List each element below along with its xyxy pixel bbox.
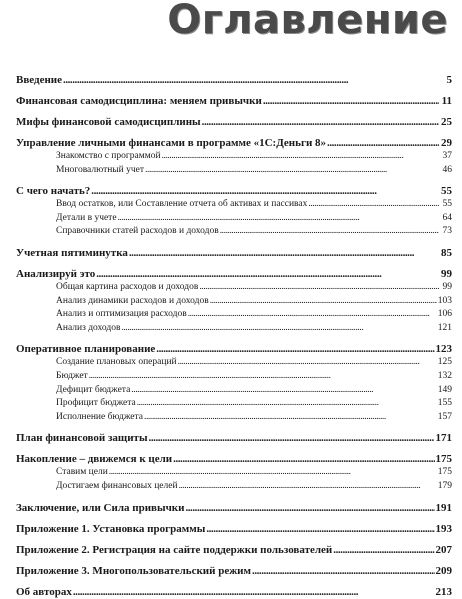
toc-section-entry[interactable] <box>16 198 452 212</box>
toc-section-entry[interactable] <box>16 295 452 309</box>
toc-leader-dots <box>118 212 439 226</box>
toc-entry-title: Управление личными финансами в программе «1С:Деньги 8» <box>16 137 327 149</box>
toc-leader-dots <box>121 322 436 336</box>
toc-entry-title: Бюджет <box>56 370 88 381</box>
toc-section-entry[interactable] <box>16 281 452 295</box>
toc-page-number: 155 <box>437 398 452 409</box>
toc-leader-dots <box>137 397 437 411</box>
toc-page-number: 5 <box>446 74 452 86</box>
toc-entry-title: План финансовой защиты <box>16 432 148 445</box>
toc-entry-title: Многовалютный учет <box>56 164 145 175</box>
toc-leader-dots <box>145 164 439 178</box>
toc-entry-title: Мифы финансовой самодисциплины <box>16 116 201 128</box>
toc-section-entry[interactable] <box>16 466 452 480</box>
toc-leader-dots <box>206 522 434 536</box>
toc-page-number: 85 <box>441 246 452 259</box>
toc-page-number: 46 <box>442 164 452 175</box>
toc-page-number: 125 <box>437 357 452 368</box>
table-of-contents <box>16 73 452 599</box>
toc-leader-dots <box>210 295 437 309</box>
toc-section-entry[interactable] <box>16 480 452 494</box>
toc-page-number: 55 <box>442 199 452 210</box>
toc-entry-title: Анализируй это <box>16 267 96 280</box>
toc-entry-title: Введение <box>16 74 63 86</box>
toc-leader-dots <box>131 384 436 398</box>
toc-leader-dots <box>144 411 437 425</box>
toc-chapter-entry[interactable] <box>16 246 452 260</box>
toc-entry-title: Достигаем финансовых целей <box>56 480 178 491</box>
toc-chapter-entry[interactable] <box>16 501 452 515</box>
toc-page-number: 157 <box>437 411 452 422</box>
toc-entry-title: Справочники статей расходов и доходов <box>56 226 219 237</box>
toc-gap <box>16 424 452 431</box>
toc-entry-title: Детали в учете <box>56 212 117 223</box>
toc-entry-title: Анализ динамики расходов и доходов <box>56 295 209 306</box>
toc-leader-dots <box>263 94 439 108</box>
toc-page-number: 193 <box>435 522 452 535</box>
toc-gap <box>16 239 452 246</box>
toc-entry-title: Накопление – движемся к цели <box>16 453 173 466</box>
toc-leader-dots <box>185 501 434 515</box>
toc-leader-dots <box>156 342 434 356</box>
toc-gap <box>16 335 452 342</box>
toc-chapter-entry[interactable] <box>16 431 452 445</box>
toc-page-number: 25 <box>441 116 452 128</box>
toc-section-entry[interactable] <box>16 322 452 336</box>
toc-section-entry[interactable] <box>16 150 452 164</box>
toc-entry-title: Заключение, или Сила привычки <box>16 501 185 514</box>
toc-page-number: 191 <box>435 501 452 514</box>
toc-entry-title: Ввод остатков, или Составление отчета об активах и пассивах <box>56 199 308 210</box>
toc-leader-dots <box>96 267 439 281</box>
toc-entry-title: Финансовая самодисциплина: меняем привычки <box>16 95 262 107</box>
toc-leader-dots <box>220 225 439 239</box>
toc-entry-title: Приложение 2. Регистрация на сайте поддержки пользователей <box>16 543 333 556</box>
toc-chapter-entry[interactable] <box>16 342 452 356</box>
toc-gap <box>16 536 452 543</box>
toc-page-number: 103 <box>437 295 452 306</box>
toc-page-number: 121 <box>437 322 452 333</box>
toc-gap <box>16 557 452 564</box>
toc-section-entry[interactable] <box>16 370 452 384</box>
toc-leader-dots <box>179 480 437 494</box>
toc-chapter-entry[interactable] <box>16 452 452 466</box>
toc-gap <box>16 445 452 452</box>
toc-page-number: 207 <box>435 543 452 556</box>
toc-entry-title: Профицит бюджета <box>56 398 136 409</box>
toc-chapter-entry[interactable] <box>16 522 452 536</box>
toc-leader-dots <box>178 356 437 370</box>
toc-section-entry[interactable] <box>16 411 452 425</box>
toc-gap <box>16 515 452 522</box>
toc-chapter-entry[interactable] <box>16 115 452 129</box>
toc-entry-title: Приложение 1. Установка программы <box>16 522 206 535</box>
toc-page-number: 175 <box>435 453 452 466</box>
toc-section-entry[interactable] <box>16 308 452 322</box>
toc-entry-title: Общая картина расходов и доходов <box>56 281 199 292</box>
toc-page-number: 73 <box>442 226 452 237</box>
toc-entry-title: Дефицит бюджета <box>56 384 131 395</box>
toc-chapter-entry[interactable] <box>16 267 452 281</box>
toc-leader-dots <box>91 184 439 198</box>
toc-page-number: 123 <box>435 343 452 356</box>
toc-page-number: 179 <box>437 480 452 491</box>
toc-leader-dots <box>129 246 439 260</box>
toc-chapter-entry[interactable] <box>16 585 452 599</box>
page-title: Оглавление <box>167 0 448 43</box>
toc-leader-dots <box>89 370 437 384</box>
toc-entry-title: Исполнение бюджета <box>56 411 144 422</box>
toc-page-number: 64 <box>442 212 452 223</box>
toc-page-number: 149 <box>437 384 452 395</box>
toc-gap <box>16 108 452 115</box>
toc-gap <box>16 177 452 184</box>
toc-page-number: 99 <box>442 281 452 292</box>
toc-leader-dots <box>162 150 439 164</box>
toc-leader-dots <box>199 281 439 295</box>
toc-leader-dots <box>188 308 437 322</box>
toc-leader-dots <box>149 431 435 445</box>
toc-leader-dots <box>202 115 439 129</box>
toc-page-number: 106 <box>437 309 452 320</box>
toc-entry-title: Ставим цели <box>56 467 108 478</box>
toc-leader-dots <box>173 452 434 466</box>
toc-entry-title: Знакомство с программой <box>56 151 161 161</box>
toc-entry-title: Анализ доходов <box>56 322 121 333</box>
toc-gap <box>16 87 452 94</box>
toc-entry-title: С чего начать? <box>16 185 91 198</box>
toc-leader-dots <box>327 136 439 150</box>
toc-leader-dots <box>308 198 439 212</box>
toc-gap <box>16 494 452 501</box>
toc-page-number: 175 <box>437 467 452 478</box>
toc-page-number: 37 <box>442 151 452 161</box>
toc-section-entry[interactable] <box>16 384 452 398</box>
toc-section-entry[interactable] <box>16 356 452 370</box>
toc-leader-dots <box>252 564 434 578</box>
toc-page-number: 11 <box>441 95 452 107</box>
toc-entry-title: Приложение 3. Многопользовательский режим <box>16 564 252 577</box>
toc-entry-title: Оперативное планирование <box>16 343 156 356</box>
toc-gap <box>16 260 452 267</box>
toc-section-entry[interactable] <box>16 212 452 226</box>
toc-page-number: 171 <box>435 432 452 445</box>
toc-page-number: 213 <box>435 585 452 598</box>
toc-leader-dots <box>73 585 435 599</box>
toc-entry-title: Анализ и оптимизация расходов <box>56 309 187 320</box>
toc-page-number: 29 <box>441 137 452 149</box>
toc-entry-title: Создание плановых операций <box>56 357 177 368</box>
toc-chapter-entry[interactable] <box>16 136 452 150</box>
toc-page-number: 132 <box>437 370 452 381</box>
toc-section-entry[interactable] <box>16 164 452 178</box>
toc-leader-dots <box>63 73 439 87</box>
toc-chapter-entry[interactable] <box>16 94 452 108</box>
toc-leader-dots <box>109 466 437 480</box>
toc-page-number: 99 <box>441 267 452 280</box>
toc-page-number: 209 <box>435 564 452 577</box>
toc-chapter-entry[interactable] <box>16 564 452 578</box>
toc-section-entry[interactable] <box>16 397 452 411</box>
toc-gap <box>16 578 452 585</box>
toc-entry-title: Учетная пятиминутка <box>16 246 128 259</box>
toc-gap <box>16 129 452 136</box>
toc-leader-dots <box>333 543 434 557</box>
toc-chapter-entry[interactable] <box>16 184 452 198</box>
toc-page-number: 55 <box>441 185 452 198</box>
toc-chapter-entry[interactable] <box>16 73 452 87</box>
toc-entry-title: Об авторах <box>16 585 72 598</box>
toc-section-entry[interactable] <box>16 225 452 239</box>
toc-chapter-entry[interactable] <box>16 543 452 557</box>
